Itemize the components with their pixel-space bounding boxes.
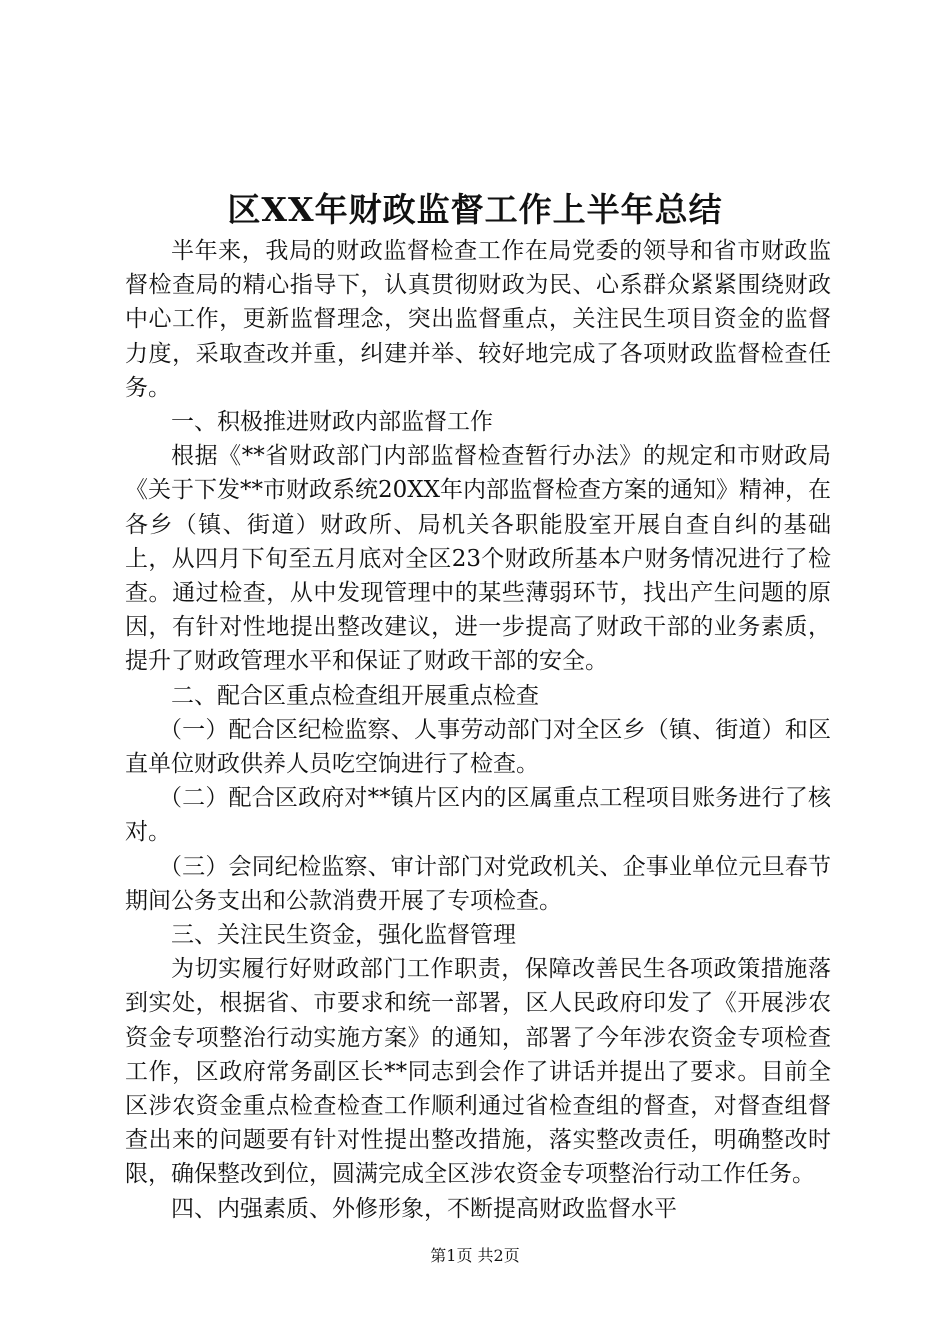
page-footer: 第1页 共2页 <box>430 1246 520 1265</box>
document-title: 区XX年财政监督工作上半年总结 <box>227 190 723 229</box>
paragraph: 一、积极推进财政内部监督工作 <box>171 409 493 436</box>
document-body <box>125 234 831 1226</box>
paragraph: 为切实履行好财政部门工作职责，保障改善民生各项政策措施落到实处，根据省、市要求和统一部署，区人民政府印发了《开展涉农资金专项整治行动实施方案》的通知，部署了今年涉农资金专项检查工作，区政府常务副区长**同志到会作了讲话并提出了要求。目前全区涉农资金重点检查检查工作顺利通过省检查组的督查，对督查组督查出来的问题要有针对性提出整改措施，落实整改责任，明确整改时限，确保整改到位，圆满完成全区涉农资金专项整治行动工作任务。 <box>125 956 831 1188</box>
paragraph: 四、内强素质、外修形象，不断提高财政监督水平 <box>171 1195 677 1222</box>
paragraph: （一）配合区纪检监察、人事劳动部门对全区乡（镇、街道）和区直单位财政供养人员吃空饷进行了检查。 <box>125 716 831 778</box>
paragraph: 二、配合区重点检查组开展重点检查 <box>171 682 539 709</box>
paragraph: 三、关注民生资金，强化监督管理 <box>171 922 516 949</box>
paragraph: （三）会同纪检监察、审计部门对党政机关、企事业单位元旦春节期间公务支出和公款消费开展了专项检查。 <box>125 853 831 914</box>
paragraph: 根据《**省财政部门内部监督检查暂行办法》的规定和市财政局《关于下发**市财政系统20XX年内部监督检查方案的通知》精神，在各乡（镇、街道）财政所、局机关各职能股室开展自查自纠的基础上，从四月下旬至五月底对全区23个财政所基本户财务情况进行了检查。通过检查，从中发现管理中的某些薄弱环节，找出产生问题的原因，有针对性地提出整改建议，进一步提高了财政干部的业务素质，提升了财政管理水平和保证了财政干部的安全。 <box>125 443 832 675</box>
paragraph: （二）配合区政府对**镇片区内的区属重点工程项目账务进行了核对。 <box>125 785 831 846</box>
paragraph: 半年来，我局的财政监督检查工作在局党委的领导和省市财政监督检查局的精心指导下，认真贯彻财政为民、心系群众紧紧围绕财政中心工作，更新监督理念，突出监督重点，关注民生项目资金的监督力度，采取查改并重，纠建并举、较好地完成了各项财政监督检查任务。 <box>125 238 831 401</box>
